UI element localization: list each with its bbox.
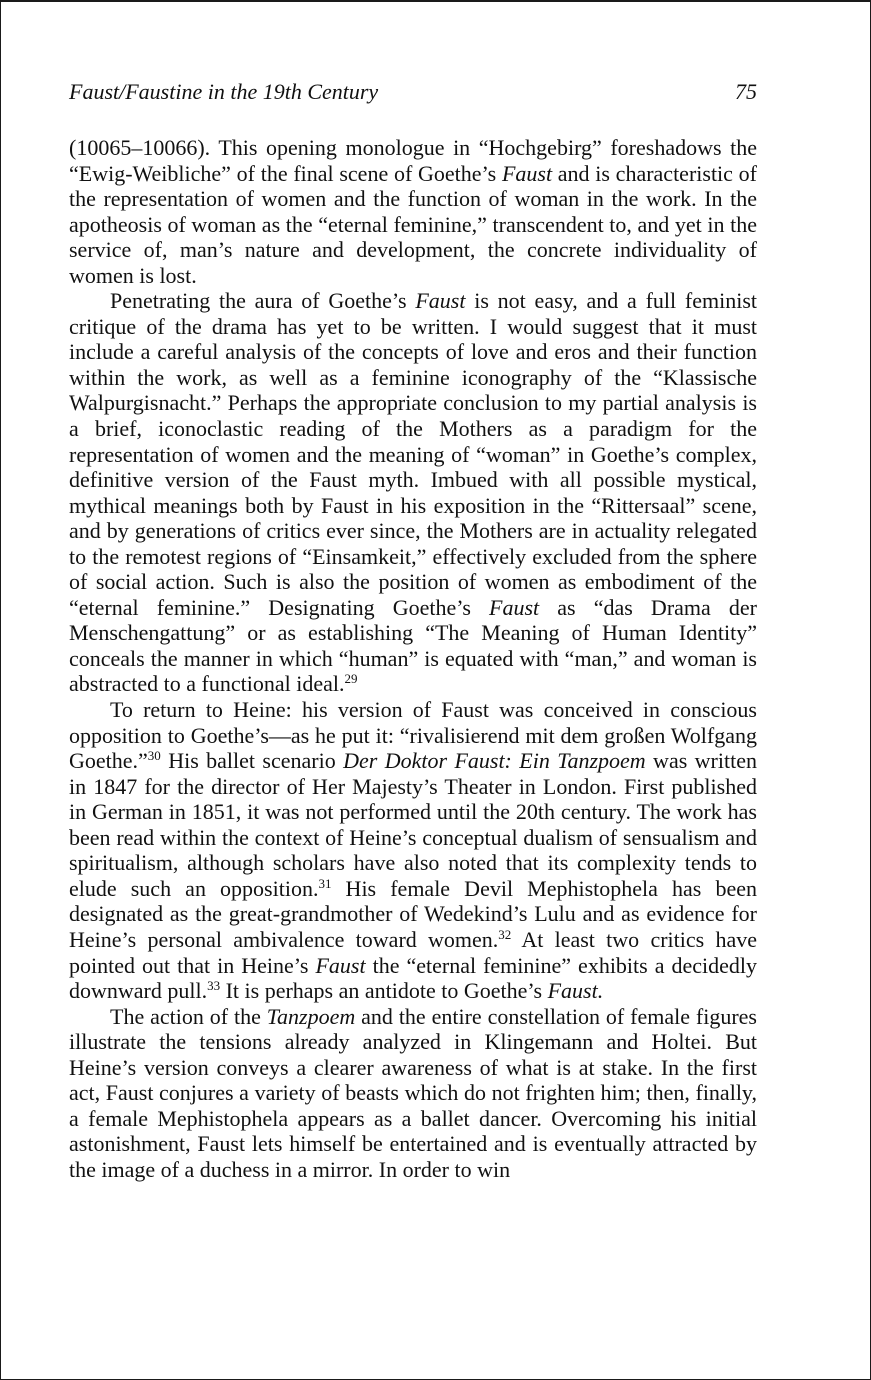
paragraph-2-text-2: is not easy, and a full feminist critique of the drama has yet to be written. I would suggest that it must include a careful analysis of the concepts of love and eros and their function within the work, as well as a feminine iconography of the “Klassische Walpurgisnacht.” Perhaps the appropriate conclusion to my partial analysis is a brief, iconoclastic reading of the Mothers as a paradigm for the representation of women and the meaning of “woman” in Goethe’s complex, definitive version of the Faust myth. Imbued with all possible mystical, mythical meanings both by Faust in his exposition in the “Rittersaal” scene, and by generations of critics ever since, the Mothers are in actuality relegated to the remotest regions of “Einsamkeit,” effectively excluded from the sphere of social action. Such is also the position of women as embodiment of the “eternal feminine.” Designating Goethe’s: [69, 288, 757, 620]
paragraph-3-text-4: His female Devil Mephistophela has been designated as the great-grandmother of Wedekind’s Lulu and as evidence for Heine’s personal ambivalence toward women.: [69, 875, 757, 952]
body-text: [69, 135, 757, 1182]
paragraph-3-text-5: At least two critics have pointed out that in Heine’s: [69, 926, 757, 978]
paragraph-3-italic-2: Faust: [315, 952, 366, 978]
footnote-ref-29: 29: [344, 671, 358, 687]
paragraph-3-text-2: His ballet scenario: [160, 748, 344, 774]
paragraph-2-text-1: Penetrating the aura of Goethe’s: [110, 288, 416, 314]
running-header: [69, 78, 757, 106]
paragraph-4-text-2: and the entire constellation of female figures illustrate the tensions already analyzed in Klingemann and Holtei. But Heine’s version conveys a clearer awareness of what is at stake. In the first act, Faust conjures a variety of beasts which do not frighten him; then, finally, a female Mephistophela appears as a ballet dancer. Overcoming his initial astonishment, Faust lets himself be entertained and is eventually attracted by the image of a duchess in a mirror. In order to win: [69, 1003, 757, 1182]
paragraph-4: [69, 1004, 757, 1183]
paragraph-2-italic-1: Faust: [415, 288, 466, 314]
paragraph-1: [69, 135, 757, 288]
paragraph-3-italic-1: Der Doktor Faust: Ein Tanzpoem: [343, 748, 646, 774]
paragraph-3-text-3: was written in 1847 for the director of Her Majesty’s Theater in London. First published in German in 1851, it was not performed until the 20th century. The work has been read within the context of Heine’s conceptual dualism of sensualism and spiritualism, although scholars have also noted that its complexity tends to elude such an opposition.: [69, 748, 757, 901]
paragraph-2: [69, 288, 757, 697]
footnote-ref-30: 30: [147, 748, 161, 764]
paragraph-2-italic-2: Faust: [489, 594, 540, 620]
paragraph-1-text-2: and is characteristic of the representation of women and the function of woman in the work. In the apotheosis of woman as the “eternal feminine,” transcendent to, and yet in the service of, man’s nature and development, the concrete individuality of women is lost.: [69, 160, 757, 288]
paragraph-4-text-1: The action of the: [110, 1003, 267, 1029]
paragraph-2-text-3: as “das Drama der Menschengattung” or as establishing “The Meaning of Human Identity” conceals the manner in which “human” is equated with “man,” and woman is abstracted to a functional ideal.: [69, 594, 757, 697]
paragraph-3: [69, 697, 757, 1004]
footnote-ref-32: 32: [498, 926, 512, 942]
paragraph-1-italic-1: Faust: [501, 160, 553, 186]
paragraph-1-text-1: (10065–10066). This opening monologue in “Hochgebirg” foreshadows the “Ewig-Weibliche” of the final scene of Goethe’s: [69, 135, 757, 186]
paragraph-4-italic-1: Tanzpoem: [266, 1003, 356, 1029]
footnote-ref-31: 31: [318, 875, 332, 891]
paragraph-3-text-6: the “eternal feminine” exhibits a decidedly downward pull.: [69, 952, 758, 1004]
page-number: 75: [735, 79, 757, 104]
paragraph-3-text-1: To return to Heine: his version of Faust was conceived in conscious opposition to Goethe’s—as he put it: “rivalisierend mit dem großen Wolfgang Goethe.”: [69, 697, 757, 774]
paragraph-3-text-7: It is perhaps an antidote to Goethe’s: [220, 978, 548, 1004]
paragraph-3-italic-3: Faust.: [547, 978, 604, 1004]
footnote-ref-33: 33: [207, 978, 221, 994]
running-title: Faust/Faustine in the 19th Century: [69, 79, 379, 104]
